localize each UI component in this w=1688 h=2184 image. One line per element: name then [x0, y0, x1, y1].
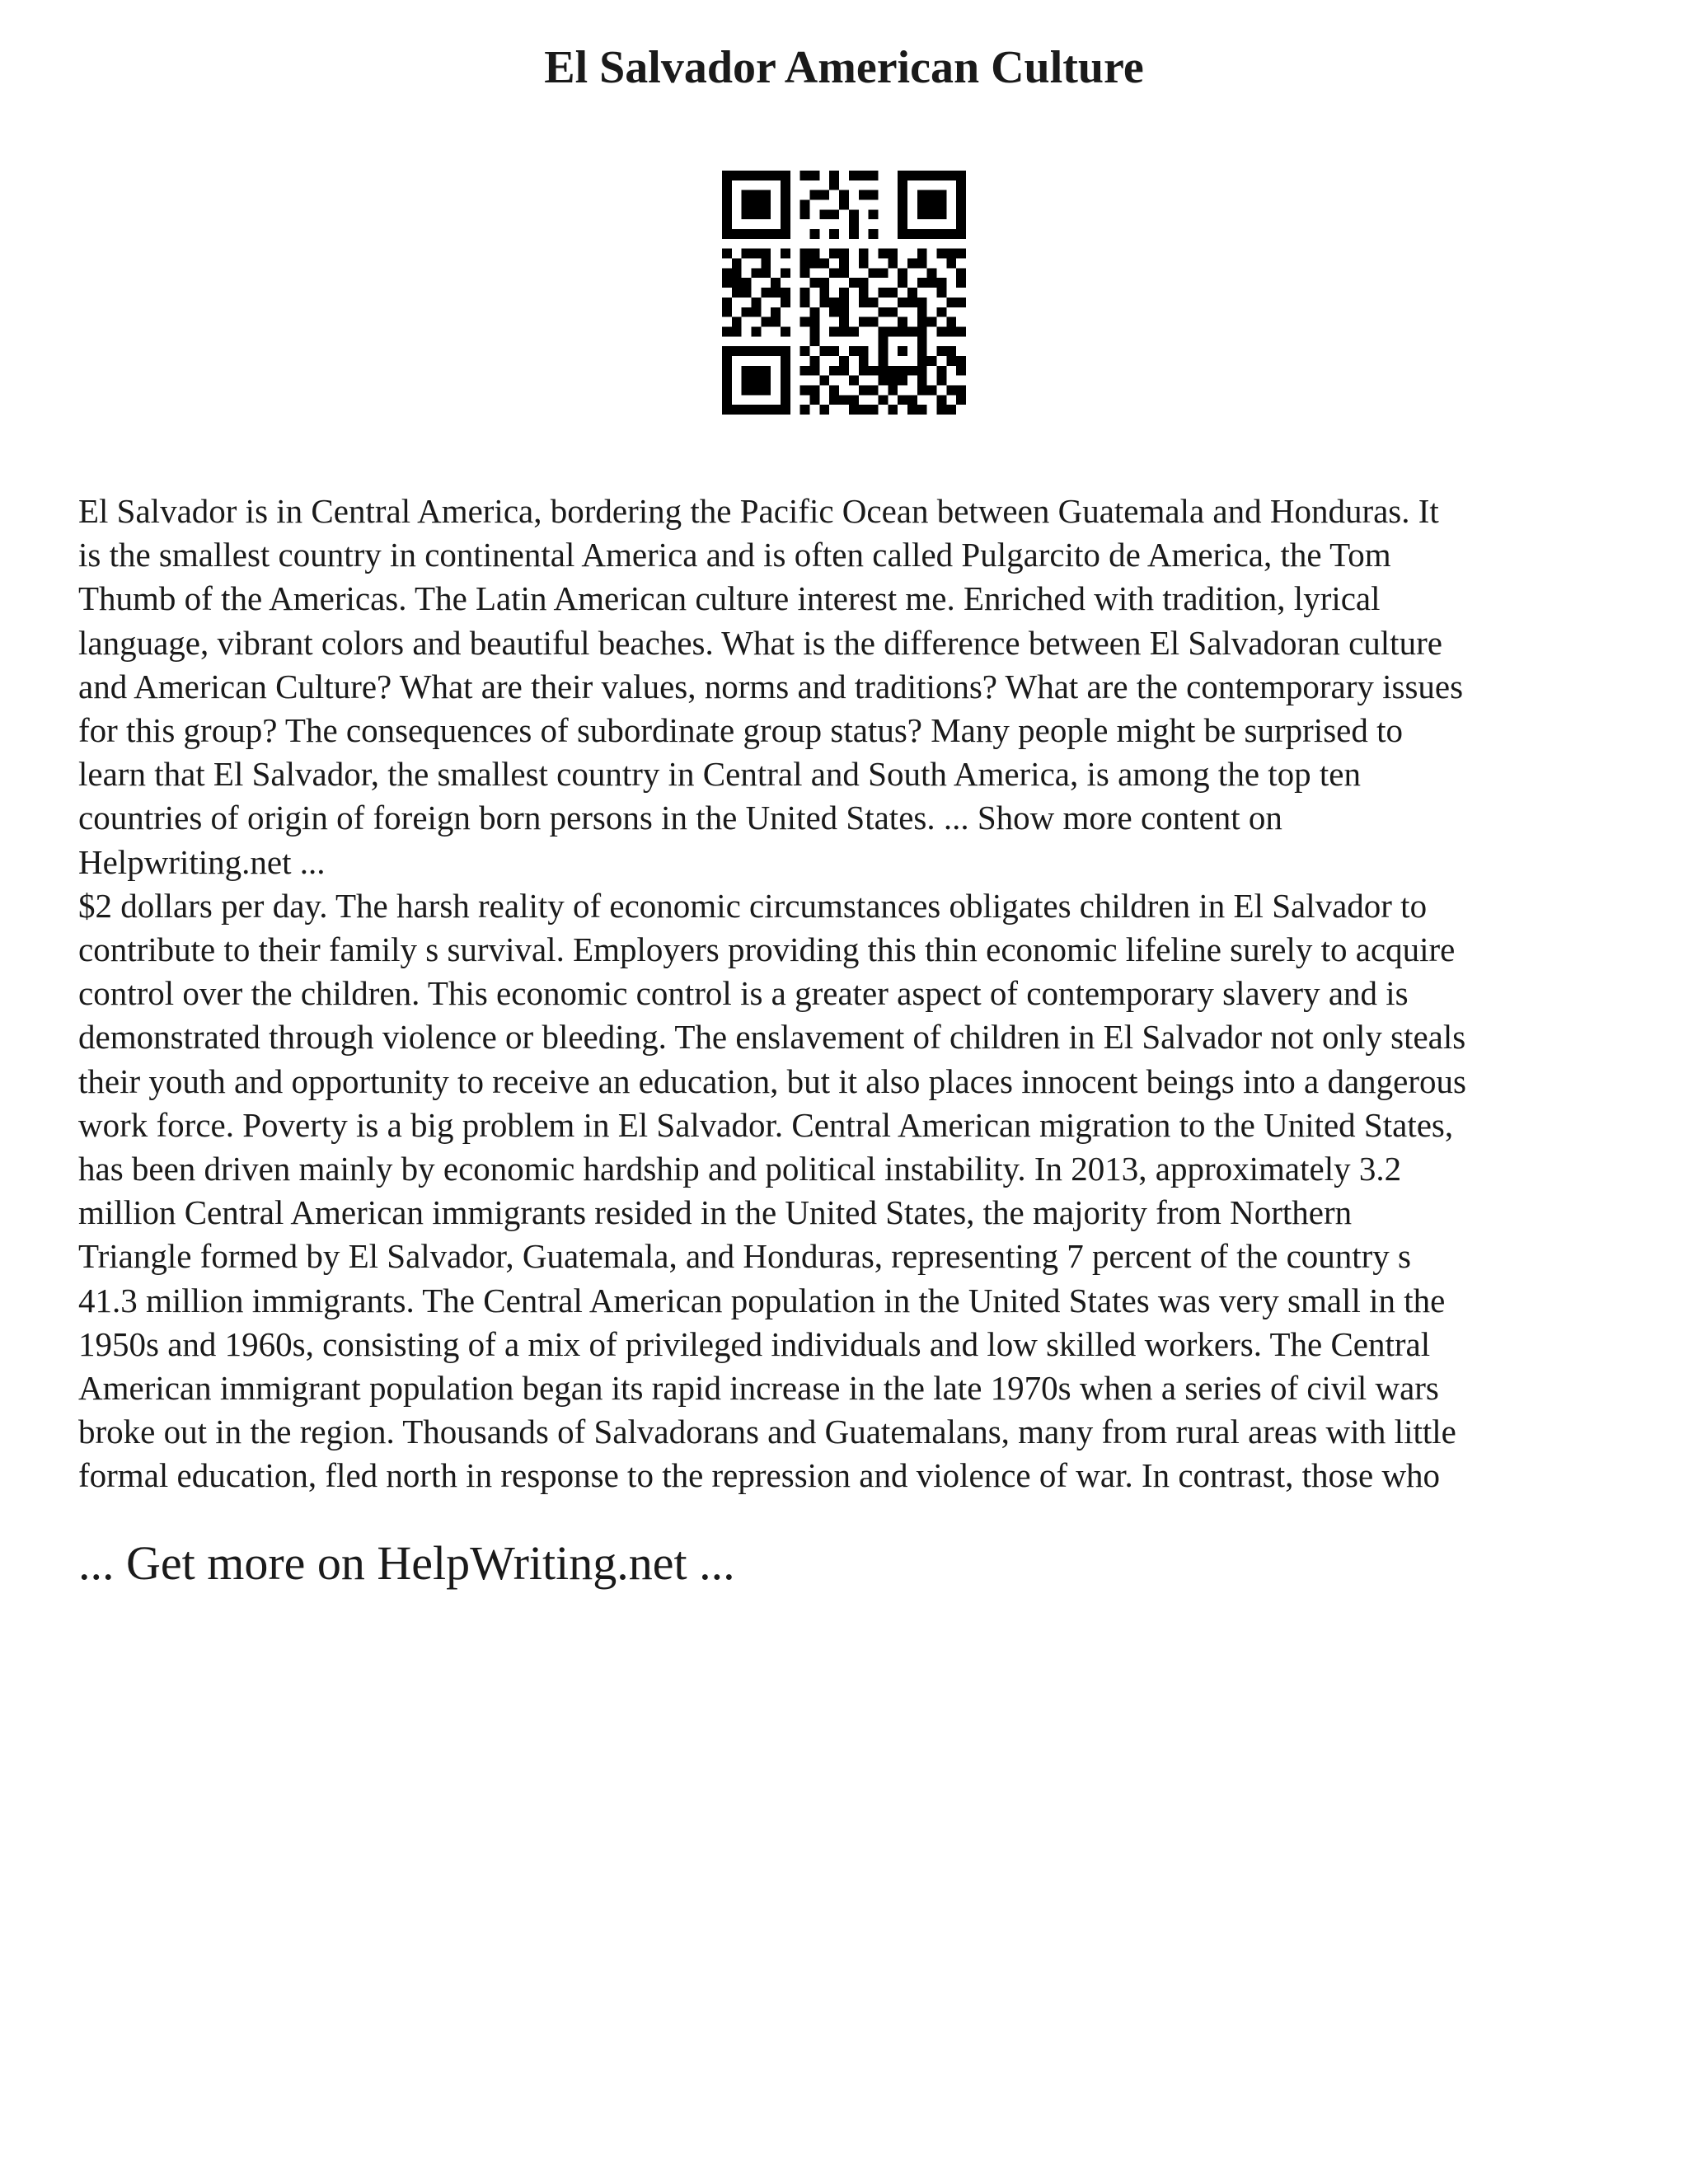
- article-body: [78, 490, 1628, 1498]
- body-line: and American Culture? What are their values, norms and traditions? What are the contemporary issues: [78, 667, 1464, 705]
- page-title: El Salvador American Culture: [544, 42, 1144, 93]
- body-line: countries of origin of foreign born persons in the United States. ... Show more content on: [78, 799, 1282, 837]
- body-line: million Central American immigrants resided in the United States, the majority from Northern: [78, 1193, 1353, 1232]
- body-line: control over the children. This economic control is a greater aspect of contemporary slavery and is: [78, 974, 1409, 1013]
- body-line: learn that El Salvador, the smallest country in Central and South America, is among the top ten: [78, 755, 1361, 794]
- body-line: work force. Poverty is a big problem in El Salvador. Central American migration to the United States,: [78, 1105, 1454, 1144]
- body-line: 1950s and 1960s, consisting of a mix of privileged individuals and low skilled workers. The Central: [78, 1324, 1431, 1363]
- body-line: language, vibrant colors and beautiful beaches. What is the difference between El Salvadoran culture: [78, 623, 1442, 662]
- body-line: $2 dollars per day. The harsh reality of economic circumstances obligates children in El Salvador to: [78, 886, 1428, 925]
- body-line: demonstrated through violence or bleeding. The enslavement of children in El Salvador not only steals: [78, 1018, 1466, 1057]
- body-line: American immigrant population began its rapid increase in the late 1970s when a series of civil wars: [78, 1369, 1439, 1408]
- get-more-link[interactable]: ... Get more on HelpWriting.net ...: [78, 1536, 735, 1590]
- body-line: contribute to their family s survival. Employers providing this thin economic lifeline surely to acquire: [78, 930, 1456, 969]
- body-line: Triangle formed by El Salvador, Guatemala, and Honduras, representing 7 percent of the country s: [78, 1237, 1412, 1276]
- qr-code-icon[interactable]: [722, 171, 966, 415]
- body-line: Thumb of the Americas. The Latin American culture interest me. Enriched with tradition, lyrical: [78, 579, 1381, 618]
- body-line: for this group? The consequences of subordinate group status? Many people might be surprised to: [78, 711, 1403, 750]
- body-line: formal education, fled north in response to the repression and violence of war. In contrast, those who: [78, 1456, 1441, 1495]
- body-line: has been driven mainly by economic hardship and political instability. In 2013, approximately 3.2: [78, 1150, 1402, 1188]
- body-line: 41.3 million immigrants. The Central American population in the United States was very small in the: [78, 1281, 1446, 1319]
- body-line: is the smallest country in continental America and is often called Pulgarcito de America, the Tom: [78, 536, 1391, 574]
- body-line: their youth and opportunity to receive an education, but it also places innocent beings into a dangerous: [78, 1062, 1466, 1100]
- body-line: El Salvador is in Central America, bordering the Pacific Ocean between Guatemala and Honduras. It: [78, 492, 1439, 530]
- body-line: Helpwriting.net ...: [78, 842, 326, 881]
- body-line: broke out in the region. Thousands of Salvadorans and Guatemalans, many from rural areas with little: [78, 1413, 1456, 1451]
